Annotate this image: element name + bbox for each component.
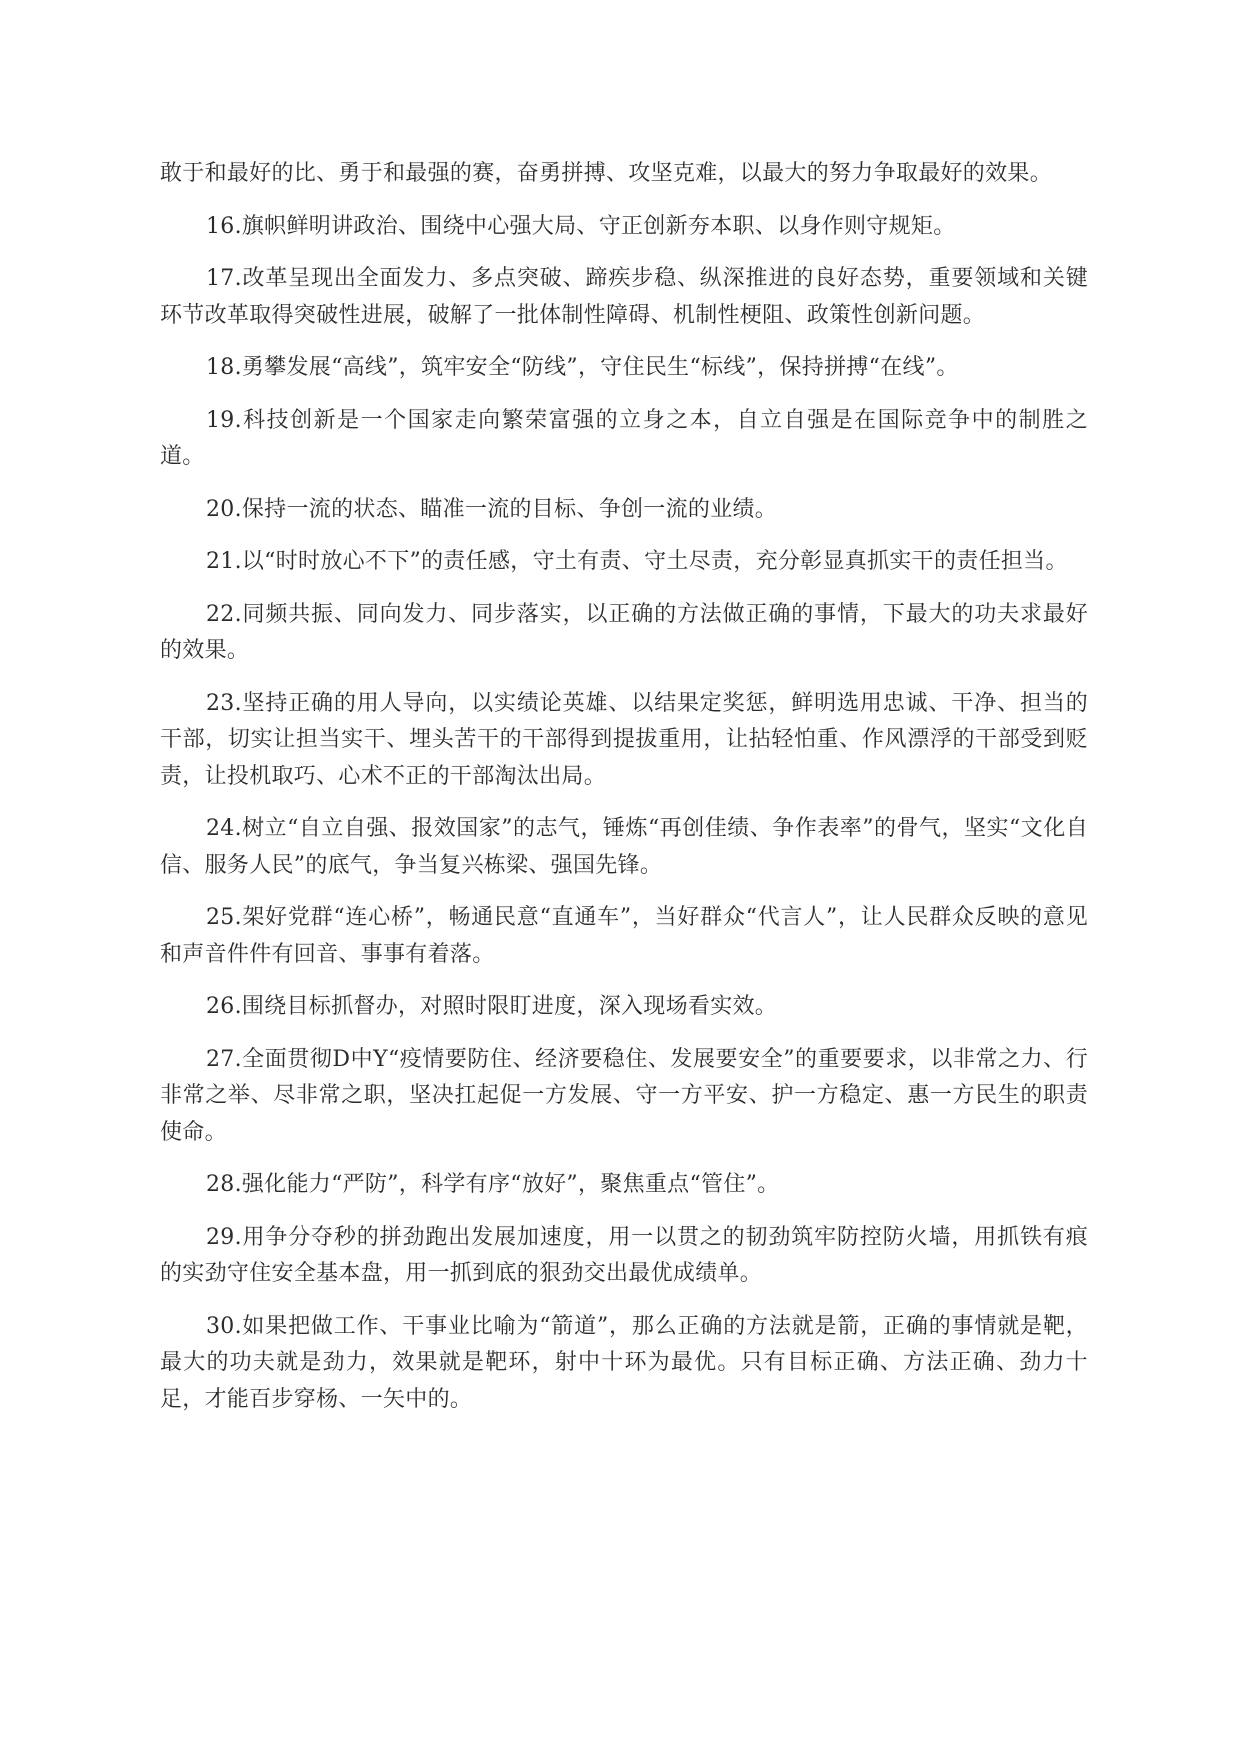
paragraph-24: 24.树立“自立自强、报效国家”的志气，锤炼“再创佳绩、争作表率”的骨气，坚实“文化自信、服务人民”的底气，争当复兴栋梁、强国先锋。 <box>160 816 1088 878</box>
paragraph-26: 26.围绕目标抓督办，对照时限盯进度，深入现场看实效。 <box>206 994 778 1019</box>
paragraph-28: 28.强化能力“严防”，科学有序“放好”，聚焦重点“管住”。 <box>206 1172 780 1197</box>
paragraph-29: 29.用争分夺秒的拼劲跑出发展加速度，用一以贯之的韧劲筑牢防控防火墙，用抓铁有痕的实劲守住安全基本盘，用一抓到底的狠劲交出最优成绩单。 <box>160 1224 1088 1286</box>
paragraph-27: 27.全面贯彻D中Y“疫情要防住、经济要稳住、发展要安全”的重要要求，以非常之力、行非常之举、尽非常之职，坚决扛起促一方发展、守一方平安、护一方稳定、惠一方民生的职责使命。 <box>160 1046 1088 1145</box>
paragraph-25: 25.架好党群“连心桥”，畅通民意“直通车”，当好群众“代言人”，让人民群众反映的意见和声音件件有回音、事事有着落。 <box>160 905 1088 967</box>
paragraph-continuation: 敢于和最好的比、勇于和最强的赛，奋勇拼搏、攻坚克难，以最大的努力争取最好的效果。 <box>160 161 1053 186</box>
document-page <box>160 156 1088 1434</box>
paragraph-30: 30.如果把做工作、干事业比喻为“箭道”，那么正确的方法就是箭，正确的事情就是靶，最大的功夫就是劲力，效果就是靶环，射中十环为最优。只有目标正确、方法正确、劲力十足，才能百步穿杨、一矢中的。 <box>160 1313 1088 1412</box>
paragraph-18: 18.勇攀发展“高线”，筑牢安全“防线”，守住民生“标线”，保持拼搏“在线”。 <box>206 355 959 380</box>
paragraph-17: 17.改革呈现出全面发力、多点突破、蹄疾步稳、纵深推进的良好态势，重要领域和关键环节改革取得突破性进展，破解了一批体制性障碍、机制性梗阻、政策性创新问题。 <box>160 266 1088 328</box>
paragraph-19: 19.科技创新是一个国家走向繁荣富强的立身之本，自立自强是在国际竞争中的制胜之道。 <box>160 407 1088 469</box>
paragraph-16: 16.旗帜鲜明讲政治、围绕中心强大局、守正创新夯本职、以身作则守规矩。 <box>206 213 956 239</box>
paragraph-21: 21.以“时时放心不下”的责任感，守土有责、守土尽责，充分彰显真抓实干的责任担当。 <box>206 549 1068 574</box>
paragraph-20: 20.保持一流的状态、瞄准一流的目标、争创一流的业绩。 <box>206 496 778 522</box>
paragraph-23: 23.坚持正确的用人导向，以实绩论英雄、以结果定奖惩，鲜明选用忠诚、干净、担当的干部，切实让担当实干、埋头苦干的干部得到提拔重用，让拈轻怕重、作风漂浮的干部受到贬责，让投机取巧、心术不正的干部淘汰出局。 <box>160 690 1088 789</box>
paragraph-22: 22.同频共振、同向发力、同步落实，以正确的方法做正确的事情，下最大的功夫求最好的效果。 <box>160 601 1088 663</box>
